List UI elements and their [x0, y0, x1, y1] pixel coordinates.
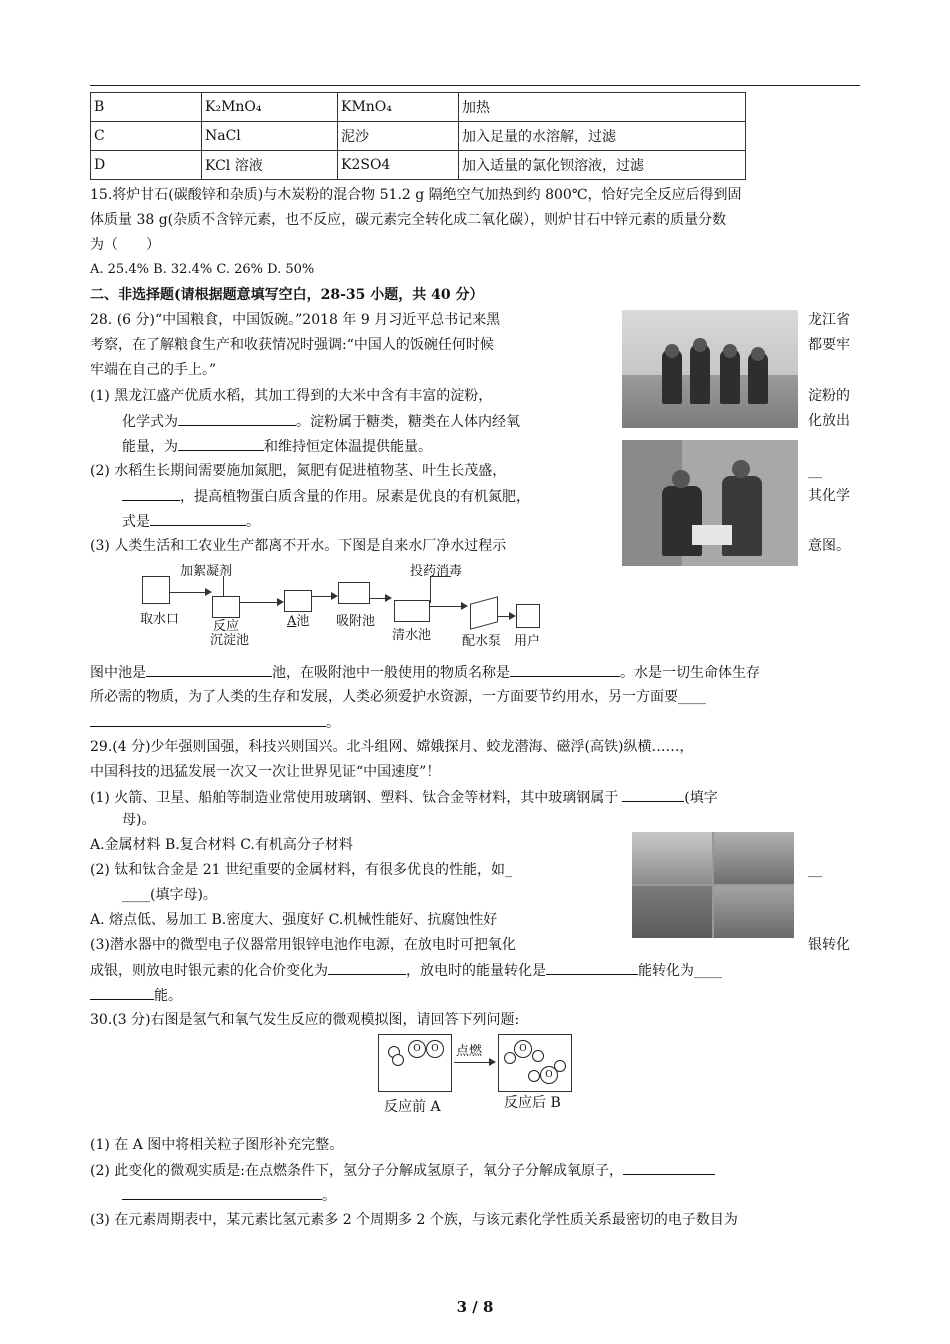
user-label: 用户: [514, 634, 541, 649]
answer-blank[interactable]: [90, 712, 326, 727]
text: (1) 火箭、卫星、船舶等制造业常使用玻璃钢、塑料、钛合金等材料，其中玻璃钢属于: [90, 790, 619, 806]
answer-table: [90, 92, 746, 180]
photo-rover: [714, 832, 794, 884]
a-pool-tank: [284, 590, 312, 612]
q28-p1-line1: (1) 黑龙江盛产优质水稻，其加工得到的大米中含有丰富的淀粉，: [90, 388, 493, 404]
q28-line2-right: 都要牢: [808, 337, 850, 353]
adsorb-tank: [338, 582, 370, 604]
q28-p2-right: __: [808, 463, 822, 479]
table-cell: C: [91, 122, 202, 151]
answer-blank[interactable]: [328, 960, 406, 975]
reaction-arrow: [454, 1062, 494, 1063]
q29-p3-line2: [90, 960, 722, 981]
o-atom: O: [540, 1066, 558, 1084]
header-rule: [90, 85, 860, 86]
person-head: [751, 347, 765, 361]
text: 能转化为____: [638, 963, 722, 979]
disinfect-line: [430, 576, 451, 603]
user-box: [516, 604, 540, 628]
photo-sky: [622, 310, 798, 375]
q28-line1: 28. (6 分)“中国粮食，中国饭碗。”2018 年 9 月习近平总书记来黑: [90, 312, 501, 328]
q28-p2-right2: 其化学: [808, 488, 850, 504]
answer-blank[interactable]: [623, 1160, 715, 1175]
q30-p2-line2: [122, 1185, 336, 1206]
flow-arrow: [370, 598, 390, 599]
q28-p1-line2: [122, 411, 520, 432]
clear-water-label: 清水池: [392, 628, 432, 643]
q28-p2-line2: [122, 486, 530, 507]
answer-blank[interactable]: [622, 787, 684, 802]
h-atom: [504, 1052, 516, 1064]
add-coagulant-label: 加絮凝剂: [180, 564, 233, 579]
q28-p1-right: 淀粉的: [808, 388, 850, 404]
table-cell: 加入足量的水溶解，过滤: [459, 122, 746, 151]
q29-line1: 29.(4 分)少年强则国强，科技兴则国兴。北斗组网、嫦娥探月、蛟龙潜海、磁浮(高铁)纵横……，: [90, 739, 694, 755]
q29-p2-right: __: [808, 862, 822, 878]
pump-icon: [470, 596, 498, 630]
pump-label: 配水泵: [462, 634, 502, 649]
photo-ground: [622, 375, 798, 428]
text: 式是: [122, 514, 150, 530]
person-figure: [662, 486, 702, 556]
answer-blank[interactable]: [146, 662, 272, 677]
text: ，提高植物蛋白质含量的作用。尿素是优良的有机氮肥，: [180, 489, 530, 505]
q29-p1-line2: 母)。: [122, 812, 156, 828]
q28-p1-line3: [122, 436, 432, 457]
reaction-tank: [212, 596, 240, 618]
q29-p1-line1: [90, 787, 718, 808]
q28-p2-line3: [122, 511, 260, 532]
h-atom: [532, 1050, 544, 1062]
text: 能。: [154, 988, 182, 1004]
text: 。水是一切生命体生存: [620, 665, 760, 681]
adsorb-label: 吸附池: [336, 614, 376, 629]
q30-line1: 30.(3 分)右图是氢气和氧气发生反应的微观模拟图，请回答下列问题:: [90, 1012, 520, 1028]
table-row: [91, 151, 746, 180]
table-cell: K2SO4: [338, 151, 459, 180]
photo-field-inspection: [622, 310, 798, 428]
coagulant-arrow: [223, 576, 224, 598]
text: 和维持恒定体温提供能量。: [264, 439, 432, 455]
answer-blank[interactable]: [178, 436, 264, 451]
after-label: 反应后 B: [504, 1095, 561, 1111]
table-cell: B: [91, 93, 202, 122]
answer-blank[interactable]: [122, 1185, 322, 1200]
o-atom: O: [408, 1040, 426, 1058]
text: 图中池是: [90, 665, 146, 681]
table-cell: 加热: [459, 93, 746, 122]
q28-fill-line3: [90, 712, 340, 733]
person-head: [665, 344, 679, 358]
table-cell: K₂MnO₄: [202, 93, 338, 122]
answer-blank[interactable]: [510, 662, 620, 677]
text: 池，在吸附池中一般使用的物质名称是: [272, 665, 510, 681]
q28-line1-right: 龙江省: [808, 312, 850, 328]
q30-p1: (1) 在 A 图中将相关粒子图形补充完整。: [90, 1137, 344, 1153]
photo-rice-bag: [692, 525, 732, 545]
disinfect-label: 投药消毒: [410, 564, 463, 579]
q28-p1-right2: 化放出: [808, 413, 850, 429]
q15-line2: 体质量 38 g(杂质不含锌元素，也不反应，碳元素完全转化成二氧化碳），则炉甘石中锌元素的质量分数: [90, 212, 727, 228]
q29-p2-line2: ____(填字母)。: [122, 887, 217, 903]
table-cell: KCl 溶液: [202, 151, 338, 180]
flow-arrow: [312, 596, 336, 597]
flow-arrow: [170, 592, 210, 593]
photo-submarine: [632, 886, 712, 938]
page-number: 3 / 8: [456, 1298, 494, 1316]
person-head: [723, 344, 737, 358]
section-heading: 二、非选择题(请根据题意填写空白，28-35 小题，共 40 分）: [90, 287, 484, 303]
text: 。: [322, 1188, 336, 1204]
answer-blank[interactable]: [90, 985, 154, 1000]
h-atom: [528, 1070, 540, 1082]
answer-blank[interactable]: [150, 511, 246, 526]
photo-tech-collage: [632, 832, 794, 938]
before-label: 反应前 A: [384, 1099, 441, 1115]
table-cell: D: [91, 151, 202, 180]
q30-p3: (3) 在元素周期表中，某元素比氢元素多 2 个周期多 2 个族，与该元素化学性质关系最密切的电子数目为: [90, 1212, 738, 1228]
a-pool-letter: A: [287, 614, 297, 629]
reaction-label: 反应: [213, 619, 240, 634]
table-cell: NaCl: [202, 122, 338, 151]
text: 成银，则放电时银元素的化合价变化为: [90, 963, 328, 979]
water-treatment-diagram: [140, 560, 540, 650]
q29-p3-right: 银转化: [808, 937, 850, 953]
q29-options1: A.金属材料 B.复合材料 C.有机高分子材料: [90, 837, 353, 853]
q15-options: A. 25.4% B. 32.4% C. 26% D. 50%: [90, 262, 315, 277]
o-atom: O: [426, 1040, 444, 1058]
table-row: [91, 122, 746, 151]
q28-p3-right: 意图。: [808, 538, 850, 554]
q29-options2: A. 熔点低、易加工 B.密度大、强度好 C.机械性能好、抗腐蚀性好: [90, 912, 498, 928]
q29-p2-line1: (2) 钛和钛合金是 21 世纪重要的金属材料，有很多优良的性能，如_: [90, 862, 512, 878]
q28-p3-line1: (3) 人类生活和工农业生产都离不开水。下图是自来水厂净水过程示: [90, 538, 507, 554]
intake-label: 取水口: [140, 612, 180, 627]
h-atom: [392, 1054, 404, 1066]
text: (填字: [684, 790, 718, 806]
q28-p2-line1: (2) 水稻生长期间需要施加氮肥，氮肥有促进植物茎、叶生长茂盛，: [90, 463, 507, 479]
flow-arrow: [240, 602, 282, 603]
intake-box: [142, 576, 170, 604]
a-pool-label: [287, 610, 309, 629]
q28-fill-line2: 所必需的物质，为了人类的生存和发展，人类必须爱护水资源，一方面要节约用水，另一方面要____: [90, 689, 706, 705]
o-atom: O: [514, 1040, 532, 1058]
q28-fill-line1: [90, 662, 760, 683]
answer-blank[interactable]: [178, 411, 296, 426]
q15-line3: 为（ ）: [90, 237, 160, 253]
table-cell: 泥沙: [338, 122, 459, 151]
text: 。: [326, 715, 340, 731]
answer-blank[interactable]: [122, 486, 180, 501]
text: (2) 此变化的微观实质是:在点燃条件下，氢分子分解成氢原子，氧分子分解成氧原子，: [90, 1163, 623, 1179]
q29-p3-line3: [90, 985, 182, 1006]
answer-blank[interactable]: [546, 960, 638, 975]
table-row: [91, 93, 746, 122]
person-figure: [690, 344, 710, 404]
text: 。: [246, 514, 260, 530]
flow-arrow: [430, 606, 466, 607]
table-cell: KMnO₄: [338, 93, 459, 122]
photo-maglev: [714, 886, 794, 938]
q30-p2-line1: [90, 1160, 715, 1181]
a-pool-suffix: 池: [296, 614, 310, 629]
photo-rice-examination: [622, 440, 798, 566]
q15-line1: 15.将炉甘石(碳酸锌和杂质)与木炭粉的混合物 51.2 g 隔绝空气加热到约 800℃，恰好完全反应后得到固: [90, 187, 742, 203]
h-atom: [554, 1060, 566, 1072]
person-head: [732, 460, 750, 478]
table-cell: 加入适量的氯化钡溶液，过滤: [459, 151, 746, 180]
q29-p3-line1: (3)潜水器中的微型电子仪器常用银锌电池作电源，在放电时可把氧化: [90, 937, 516, 953]
text: 。淀粉属于糖类，糖类在人体内经氧: [296, 414, 520, 430]
person-head: [672, 470, 690, 488]
text: 化学式为: [122, 414, 178, 430]
q28-line2: 考察，在了解粮食生产和收获情况时强调:“中国人的饭碗任何时候: [90, 337, 494, 353]
text: 能量，为: [122, 439, 178, 455]
sediment-label: 沉淀池: [210, 633, 250, 648]
clear-water-tank: [394, 600, 430, 622]
ignite-label: 点燃: [456, 1044, 483, 1059]
person-head: [693, 338, 707, 352]
photo-satellite: [632, 832, 712, 884]
reaction-diagram: [378, 1030, 578, 1142]
q28-line3: 牢端在自己的手上。”: [90, 362, 217, 378]
text: ，放电时的能量转化是: [406, 963, 546, 979]
flow-arrow: [498, 616, 514, 617]
q29-line2: 中国科技的迅猛发展一次又一次让世界见证“中国速度”！: [90, 764, 441, 780]
